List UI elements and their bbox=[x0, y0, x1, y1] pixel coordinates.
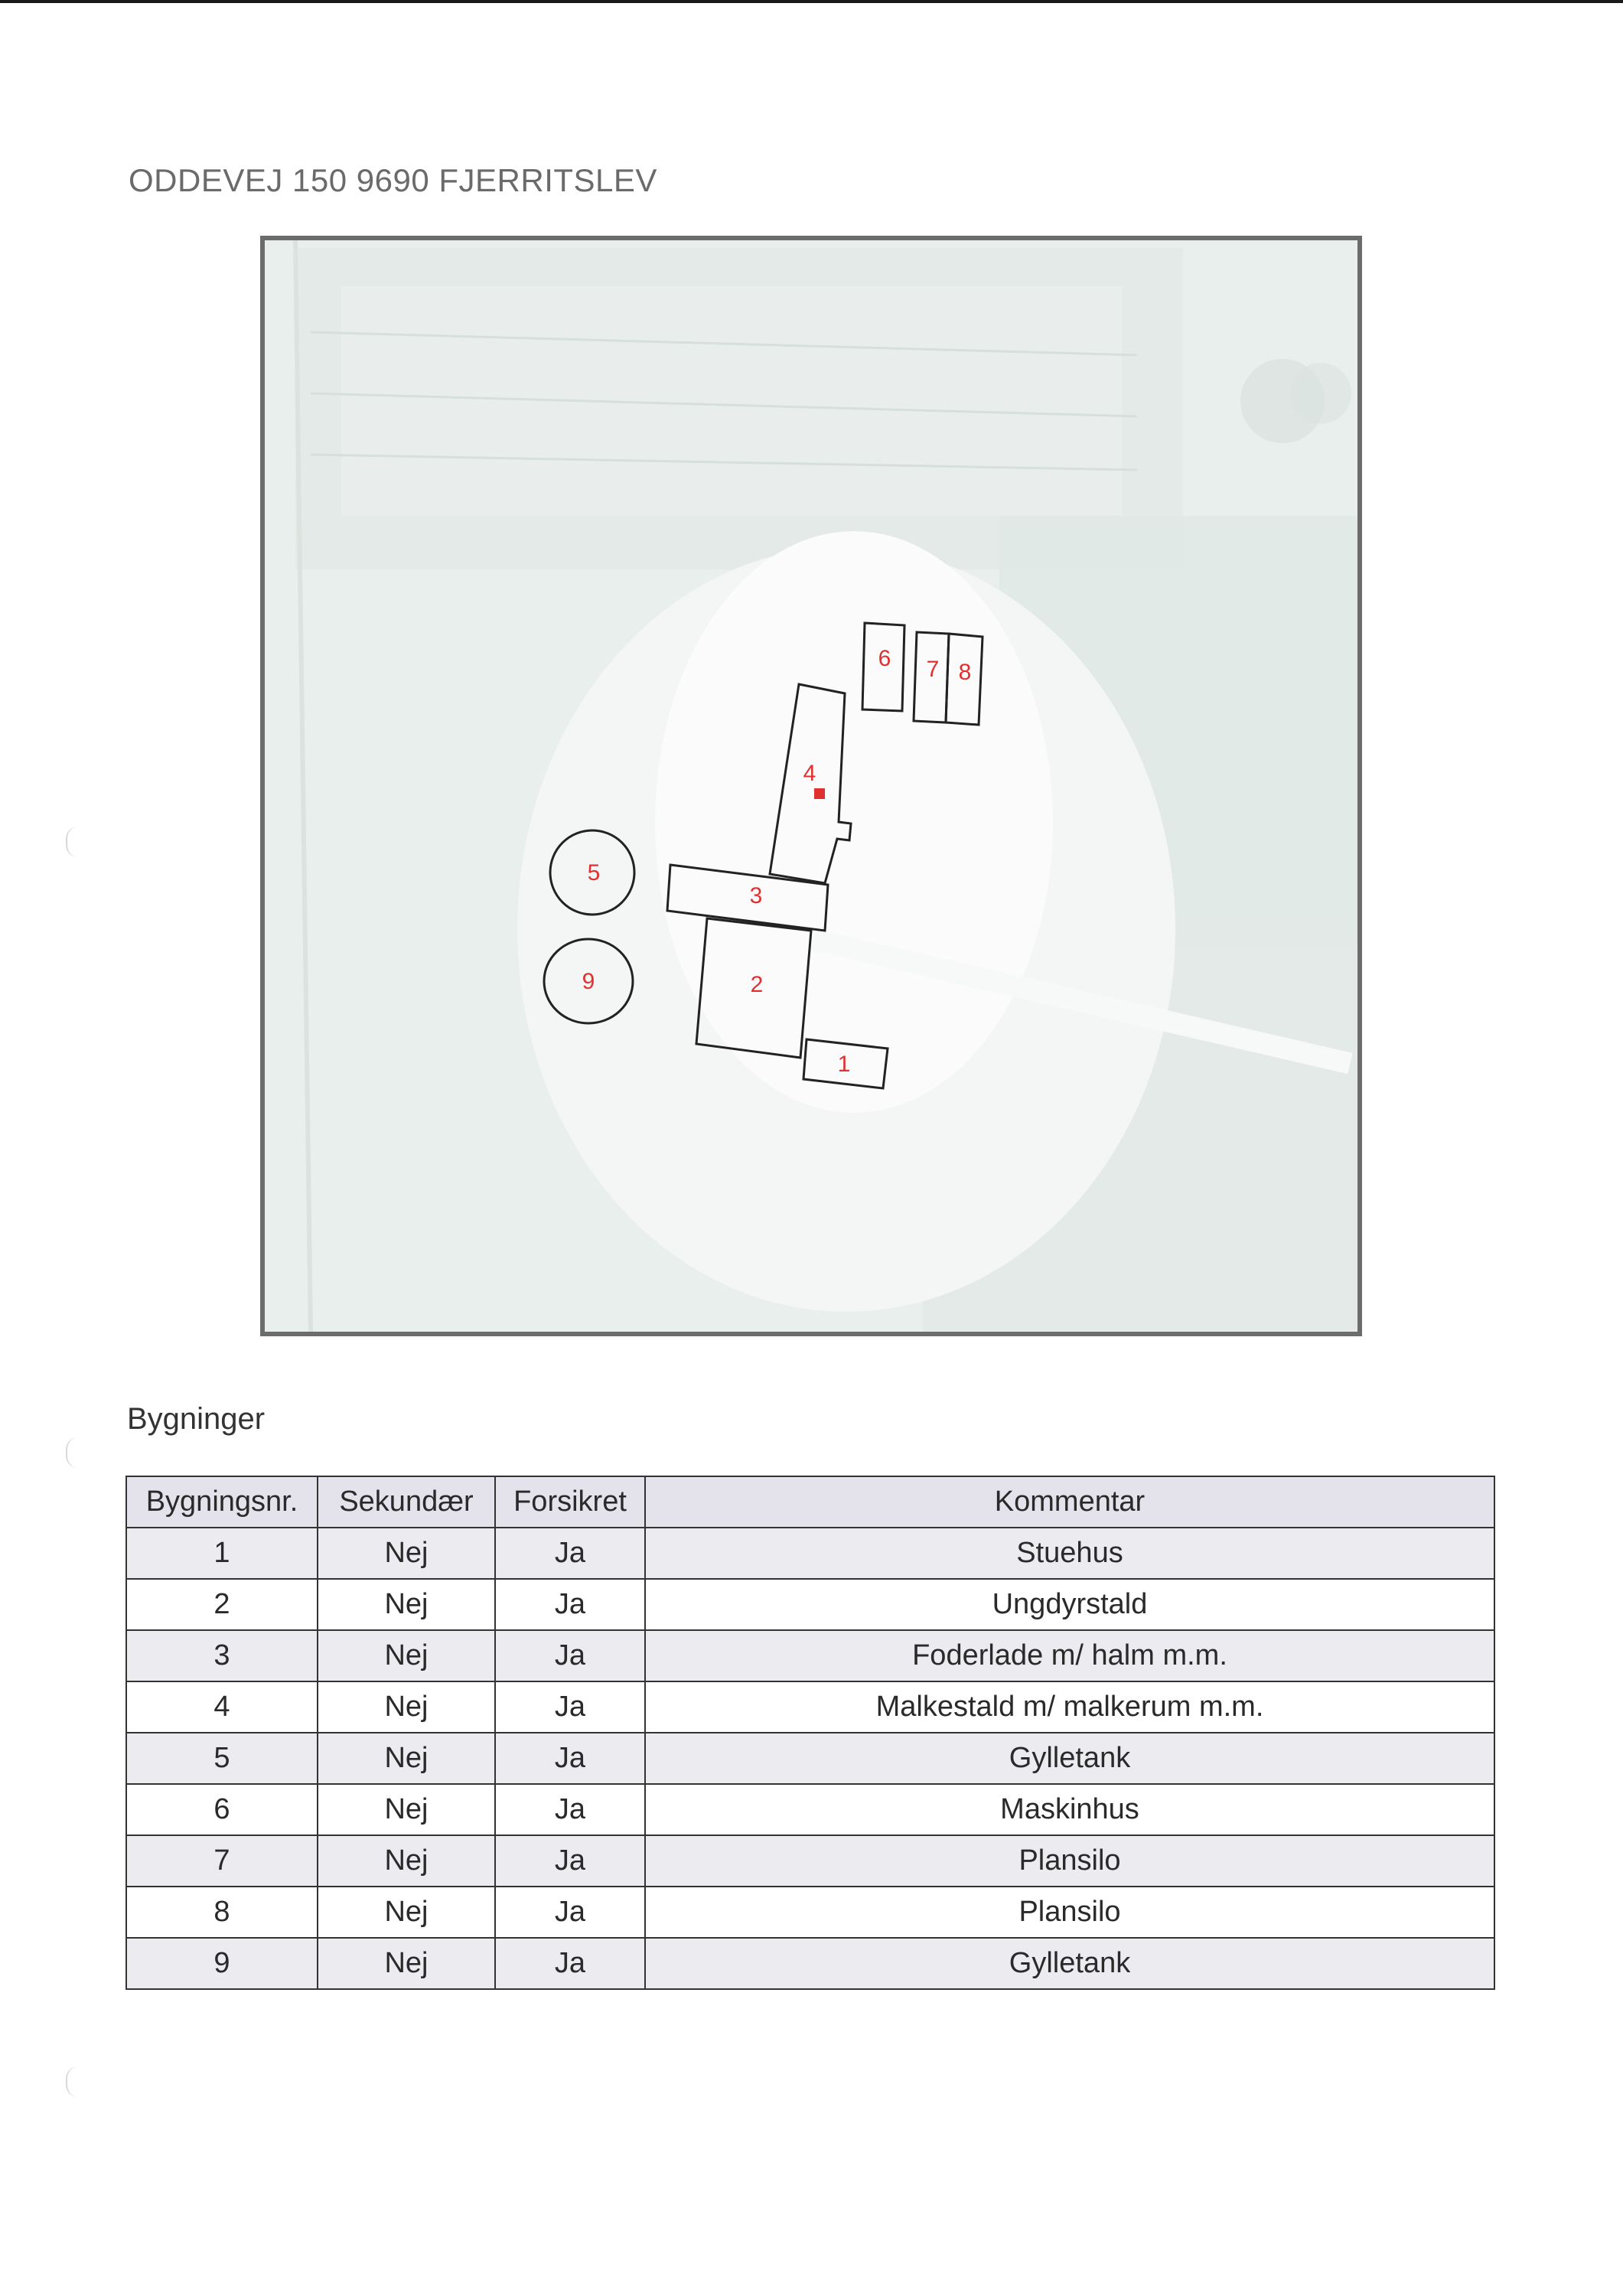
cell-nr: 2 bbox=[126, 1579, 318, 1630]
table-row bbox=[126, 1579, 1494, 1630]
cell-kommentar: Maskinhus bbox=[645, 1784, 1494, 1835]
aerial-map-drawing bbox=[265, 240, 1357, 1332]
cell-sekundaer: Nej bbox=[318, 1887, 495, 1938]
cell-nr: 1 bbox=[126, 1528, 318, 1579]
cell-sekundaer: Nej bbox=[318, 1784, 495, 1835]
property-address: ODDEVEJ 150 9690 FJERRITSLEV bbox=[129, 162, 657, 198]
aerial-map bbox=[260, 236, 1362, 1336]
table-row bbox=[126, 1630, 1494, 1681]
cell-forsikret: Ja bbox=[495, 1528, 645, 1579]
cell-forsikret: Ja bbox=[495, 1681, 645, 1733]
cell-sekundaer: Nej bbox=[318, 1528, 495, 1579]
cell-sekundaer: Nej bbox=[318, 1835, 495, 1887]
building-label-8: 8 bbox=[958, 660, 972, 685]
building-label-2: 2 bbox=[750, 972, 764, 997]
location-marker bbox=[814, 788, 825, 799]
cell-kommentar: Foderlade m/ halm m.m. bbox=[645, 1630, 1494, 1681]
cell-nr: 7 bbox=[126, 1835, 318, 1887]
building-label-3: 3 bbox=[749, 883, 763, 908]
cell-kommentar: Gylletank bbox=[645, 1733, 1494, 1784]
scan-margin-mark bbox=[66, 1437, 78, 1468]
cell-forsikret: Ja bbox=[495, 1835, 645, 1887]
table-row bbox=[126, 1887, 1494, 1938]
table-header-row bbox=[126, 1476, 1494, 1528]
building-label-1: 1 bbox=[837, 1052, 851, 1077]
table-row bbox=[126, 1784, 1494, 1835]
table-row bbox=[126, 1835, 1494, 1887]
table-row bbox=[126, 1938, 1494, 1989]
buildings-table bbox=[125, 1476, 1495, 1990]
cell-nr: 3 bbox=[126, 1630, 318, 1681]
cell-forsikret: Ja bbox=[495, 1784, 645, 1835]
cell-kommentar: Plansilo bbox=[645, 1835, 1494, 1887]
cell-nr: 8 bbox=[126, 1887, 318, 1938]
cell-sekundaer: Nej bbox=[318, 1579, 495, 1630]
building-label-5: 5 bbox=[587, 860, 601, 885]
cell-sekundaer: Nej bbox=[318, 1681, 495, 1733]
column-header-kommentar: Kommentar bbox=[645, 1476, 1494, 1528]
cell-nr: 4 bbox=[126, 1681, 318, 1733]
cell-kommentar: Gylletank bbox=[645, 1938, 1494, 1989]
building-label-9: 9 bbox=[582, 969, 595, 994]
cell-sekundaer: Nej bbox=[318, 1938, 495, 1989]
cell-kommentar: Ungdyrstald bbox=[645, 1579, 1494, 1630]
table-row bbox=[126, 1681, 1494, 1733]
cell-kommentar: Stuehus bbox=[645, 1528, 1494, 1579]
cell-nr: 6 bbox=[126, 1784, 318, 1835]
cell-sekundaer: Nej bbox=[318, 1630, 495, 1681]
cell-forsikret: Ja bbox=[495, 1630, 645, 1681]
cell-forsikret: Ja bbox=[495, 1887, 645, 1938]
cell-sekundaer: Nej bbox=[318, 1733, 495, 1784]
cell-kommentar: Malkestald m/ malkerum m.m. bbox=[645, 1681, 1494, 1733]
scan-margin-mark bbox=[66, 827, 78, 857]
building-label-7: 7 bbox=[926, 657, 940, 682]
building-label-4: 4 bbox=[803, 761, 816, 786]
table-row bbox=[126, 1528, 1494, 1579]
column-header-sekundaer: Sekundær bbox=[318, 1476, 495, 1528]
section-title-buildings: Bygninger bbox=[127, 1402, 266, 1436]
building-label-6: 6 bbox=[878, 646, 891, 671]
cell-forsikret: Ja bbox=[495, 1938, 645, 1989]
cell-nr: 5 bbox=[126, 1733, 318, 1784]
cell-forsikret: Ja bbox=[495, 1579, 645, 1630]
cell-forsikret: Ja bbox=[495, 1733, 645, 1784]
scan-margin-mark bbox=[66, 2066, 78, 2097]
column-header-bygningsnr: Bygningsnr. bbox=[126, 1476, 318, 1528]
page-top-edge bbox=[0, 0, 1623, 3]
cell-nr: 9 bbox=[126, 1938, 318, 1989]
column-header-forsikret: Forsikret bbox=[495, 1476, 645, 1528]
cell-kommentar: Plansilo bbox=[645, 1887, 1494, 1938]
table-row bbox=[126, 1733, 1494, 1784]
